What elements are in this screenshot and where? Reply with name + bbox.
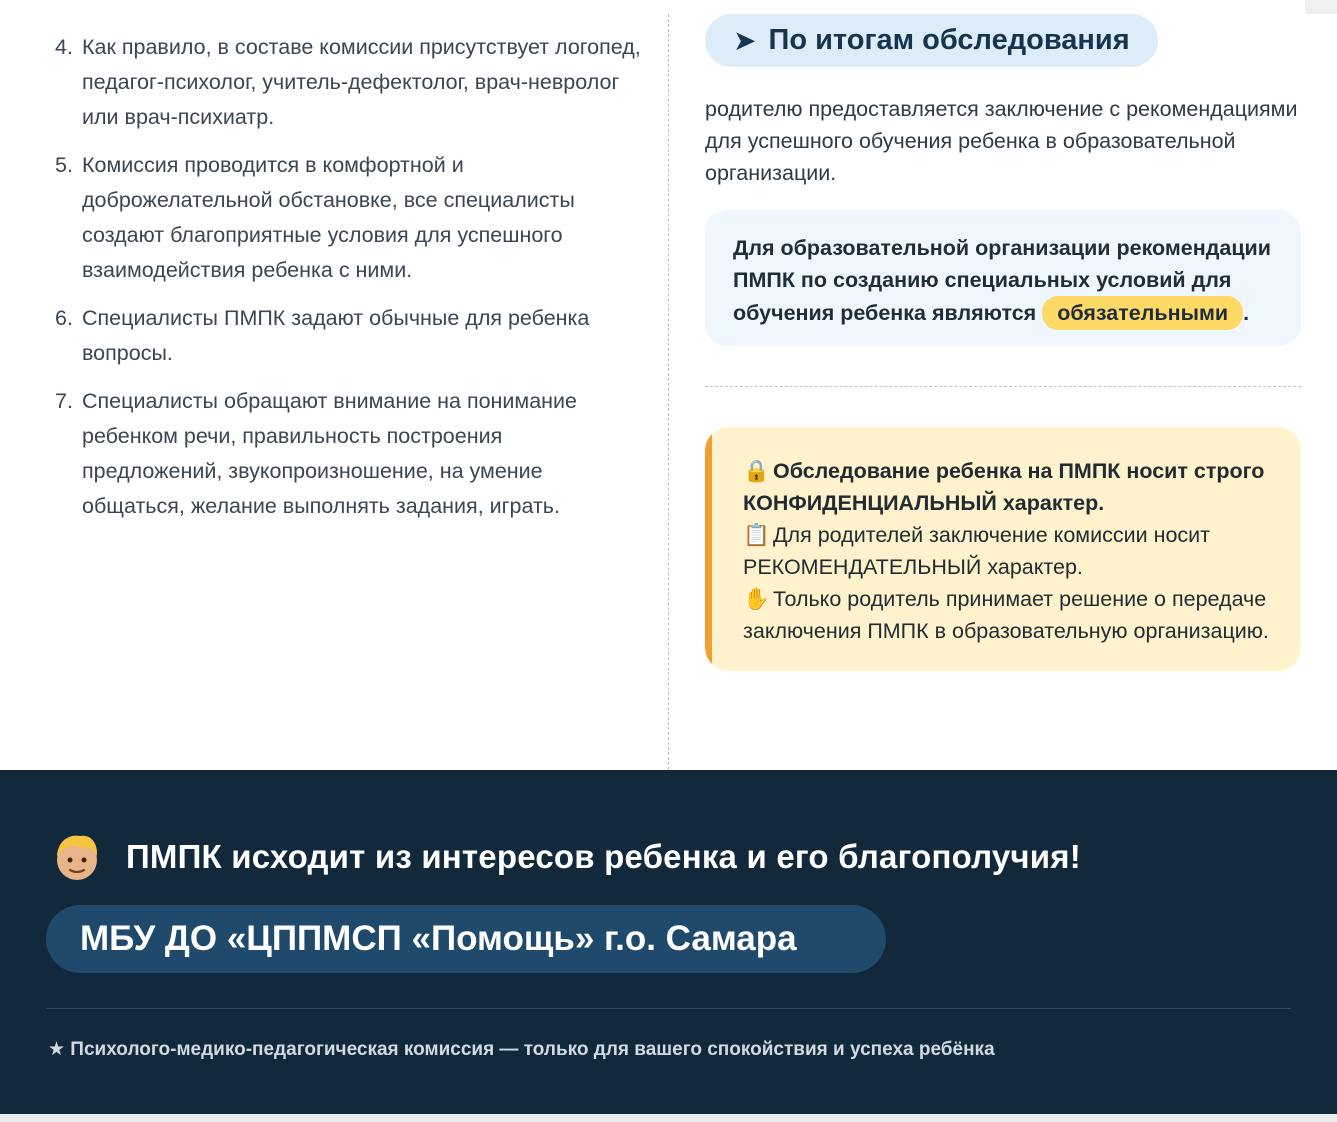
- step-text: Комиссия проводится в комфортной и доброжелательной обстановке, все специалисты создают благоприятные условия для успешного взаимодействия ребенка с ними.: [82, 153, 575, 282]
- clipboard-icon: 📋: [743, 523, 770, 547]
- section-divider: [705, 386, 1301, 387]
- list-item: [55, 301, 645, 371]
- step-number: 4.: [55, 35, 73, 59]
- info-text-end: .: [1243, 301, 1250, 325]
- hand-icon: ✋: [743, 587, 770, 611]
- slogan-row: [50, 830, 1081, 884]
- list-item: [55, 148, 645, 288]
- step-number: 6.: [55, 306, 73, 330]
- left-column: [55, 30, 645, 537]
- child-face-icon: [50, 830, 104, 884]
- result-text: родителю предоставляется заключение с рекомендациями для успешного обучения ребенка в образовательной организации.: [705, 97, 1298, 185]
- organization-badge: МБУ ДО «ЦППМСП «Помощь» г.о. Самара: [46, 905, 886, 973]
- recommendation-text: Для родителей заключение комиссии носит РЕКОМЕНДАТЕЛЬНЫЙ характер.: [743, 523, 1211, 579]
- recommendation-line: [743, 519, 1271, 583]
- step-number: 7.: [55, 389, 73, 413]
- info-text: Для образовательной организации рекомендации ПМПК по созданию специальных условий для обучения ребенка являются: [733, 236, 1271, 325]
- list-item: [55, 30, 645, 135]
- step-number: 5.: [55, 153, 73, 177]
- decision-line: [743, 583, 1271, 647]
- step-text: Специалисты ПМПК задают обычные для ребенка вопросы.: [82, 306, 590, 365]
- right-column: [705, 14, 1301, 671]
- arrow-icon: ➤: [733, 25, 757, 56]
- obligation-info-box: [705, 210, 1301, 346]
- confidential-line: [743, 455, 1271, 519]
- confidential-text: Обследование ребенка на ПМПК носит строго КОНФИДЕНЦИАЛЬНЫЙ характер.: [743, 459, 1265, 515]
- list-item: [55, 384, 645, 524]
- column-divider: [668, 14, 669, 770]
- footer: [0, 770, 1337, 1114]
- result-heading: По итогам обследования: [768, 24, 1130, 56]
- footer-slogan: ПМПК исходит из интересов ребенка и его благополучия!: [126, 838, 1081, 875]
- decision-text: Только родитель принимает решение о передаче заключения ПМПК в образовательную организацию.: [743, 587, 1269, 643]
- result-heading-pill: [705, 14, 1158, 67]
- step-text: Как правило, в составе комиссии присутствует логопед, педагог-психолог, учитель-дефектолог, врач-невролог или врач-психиатр.: [82, 35, 641, 129]
- footer-note: ★ Психолого-медико-педагогическая комиссия — только для вашего спокойствия и успеха ребёнка: [48, 1039, 995, 1060]
- footer-divider: [46, 1008, 1291, 1009]
- highlight-badge: обязательными: [1042, 296, 1243, 330]
- lock-icon: 🔒: [743, 459, 770, 483]
- confidentiality-notice: [705, 427, 1301, 671]
- steps-list: [55, 30, 645, 524]
- step-text: Специалисты обращают внимание на понимание ребенком речи, правильность построения предложений, звукопроизношение, на умение общаться, желание выполнять задания, играть.: [82, 389, 578, 518]
